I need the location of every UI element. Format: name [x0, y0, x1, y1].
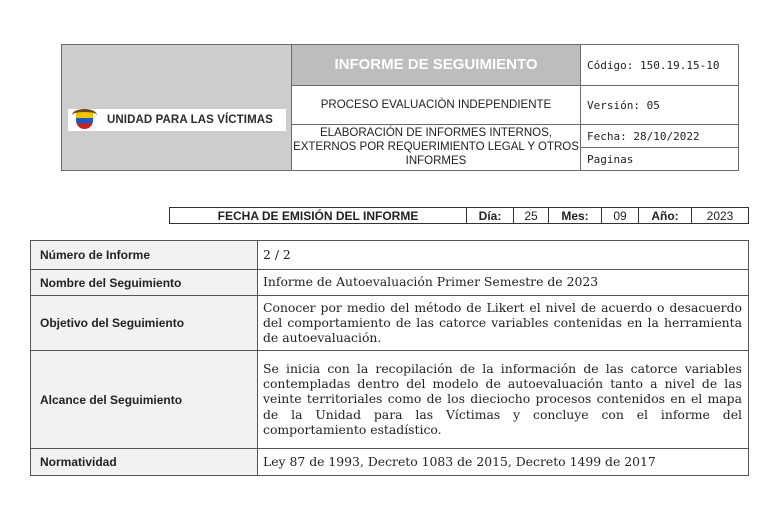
day-value: 25 [513, 207, 549, 224]
report-number-value: 2 / 2 [258, 241, 749, 270]
document-code: Código: 150.19.15-10 [580, 44, 739, 86]
table-row [31, 449, 749, 476]
year-label: Año: [638, 207, 692, 224]
logo-text: UNIDAD PARA LAS VÍCTIMAS [107, 114, 273, 126]
month-label: Mes: [548, 207, 602, 224]
tracking-name-label: Nombre del Seguimiento [31, 270, 258, 296]
day-label: Día: [466, 207, 514, 224]
regulations-label: Normatividad [31, 449, 258, 476]
tracking-scope-label: Alcance del Seguimiento [31, 351, 258, 449]
process-name: PROCESO EVALUACIÒN INDEPENDIENTE [291, 85, 581, 125]
month-value: 09 [601, 207, 639, 224]
logo-banner [68, 109, 286, 131]
tracking-name-value: Informe de Autoevaluación Primer Semestre de 2023 [258, 270, 749, 296]
table-row [31, 241, 749, 270]
document-title: INFORME DE SEGUIMIENTO [291, 44, 581, 86]
table-row [31, 351, 749, 449]
tracking-objective-value: Conocer por medio del método de Likert el nivel de acuerdo o desacuerdo del comportamiento de las catorce variables contenidas en la herramienta de autoevaluación. [258, 296, 749, 351]
coat-of-arms-icon [76, 111, 93, 129]
table-row [31, 270, 749, 296]
regulations-value: Ley 87 de 1993, Decreto 1083 de 2015, Decreto 1499 de 2017 [258, 449, 749, 476]
year-value: 2023 [691, 207, 749, 224]
header-logo-cell [61, 44, 292, 171]
tracking-objective-label: Objetivo del Seguimiento [31, 296, 258, 351]
procedure-name: ELABORACIÓN DE INFORMES INTERNOS, EXTERNOS POR REQUERIMIENTO LEGAL Y OTROS INFORMES [291, 124, 581, 171]
table-row [31, 296, 749, 351]
document-pages: Paginas [580, 147, 739, 171]
document-version: Versión: 05 [580, 85, 739, 125]
emission-date-label: FECHA DE EMISIÓN DEL INFORME [169, 207, 467, 224]
report-info-table [30, 240, 749, 476]
tracking-scope-value: Se inicia con la recopilación de la información de las catorce variables contempladas dentro del modelo de autoevaluación tanto a nivel de las veinte territoriales como de los dieciocho procesos contenidos en el mapa de la Unidad para las Víctimas y concluye con el informe del comportamiento estadístico. [258, 351, 749, 449]
report-number-label: Número de Informe [31, 241, 258, 270]
document-date: Fecha: 28/10/2022 [580, 124, 739, 148]
